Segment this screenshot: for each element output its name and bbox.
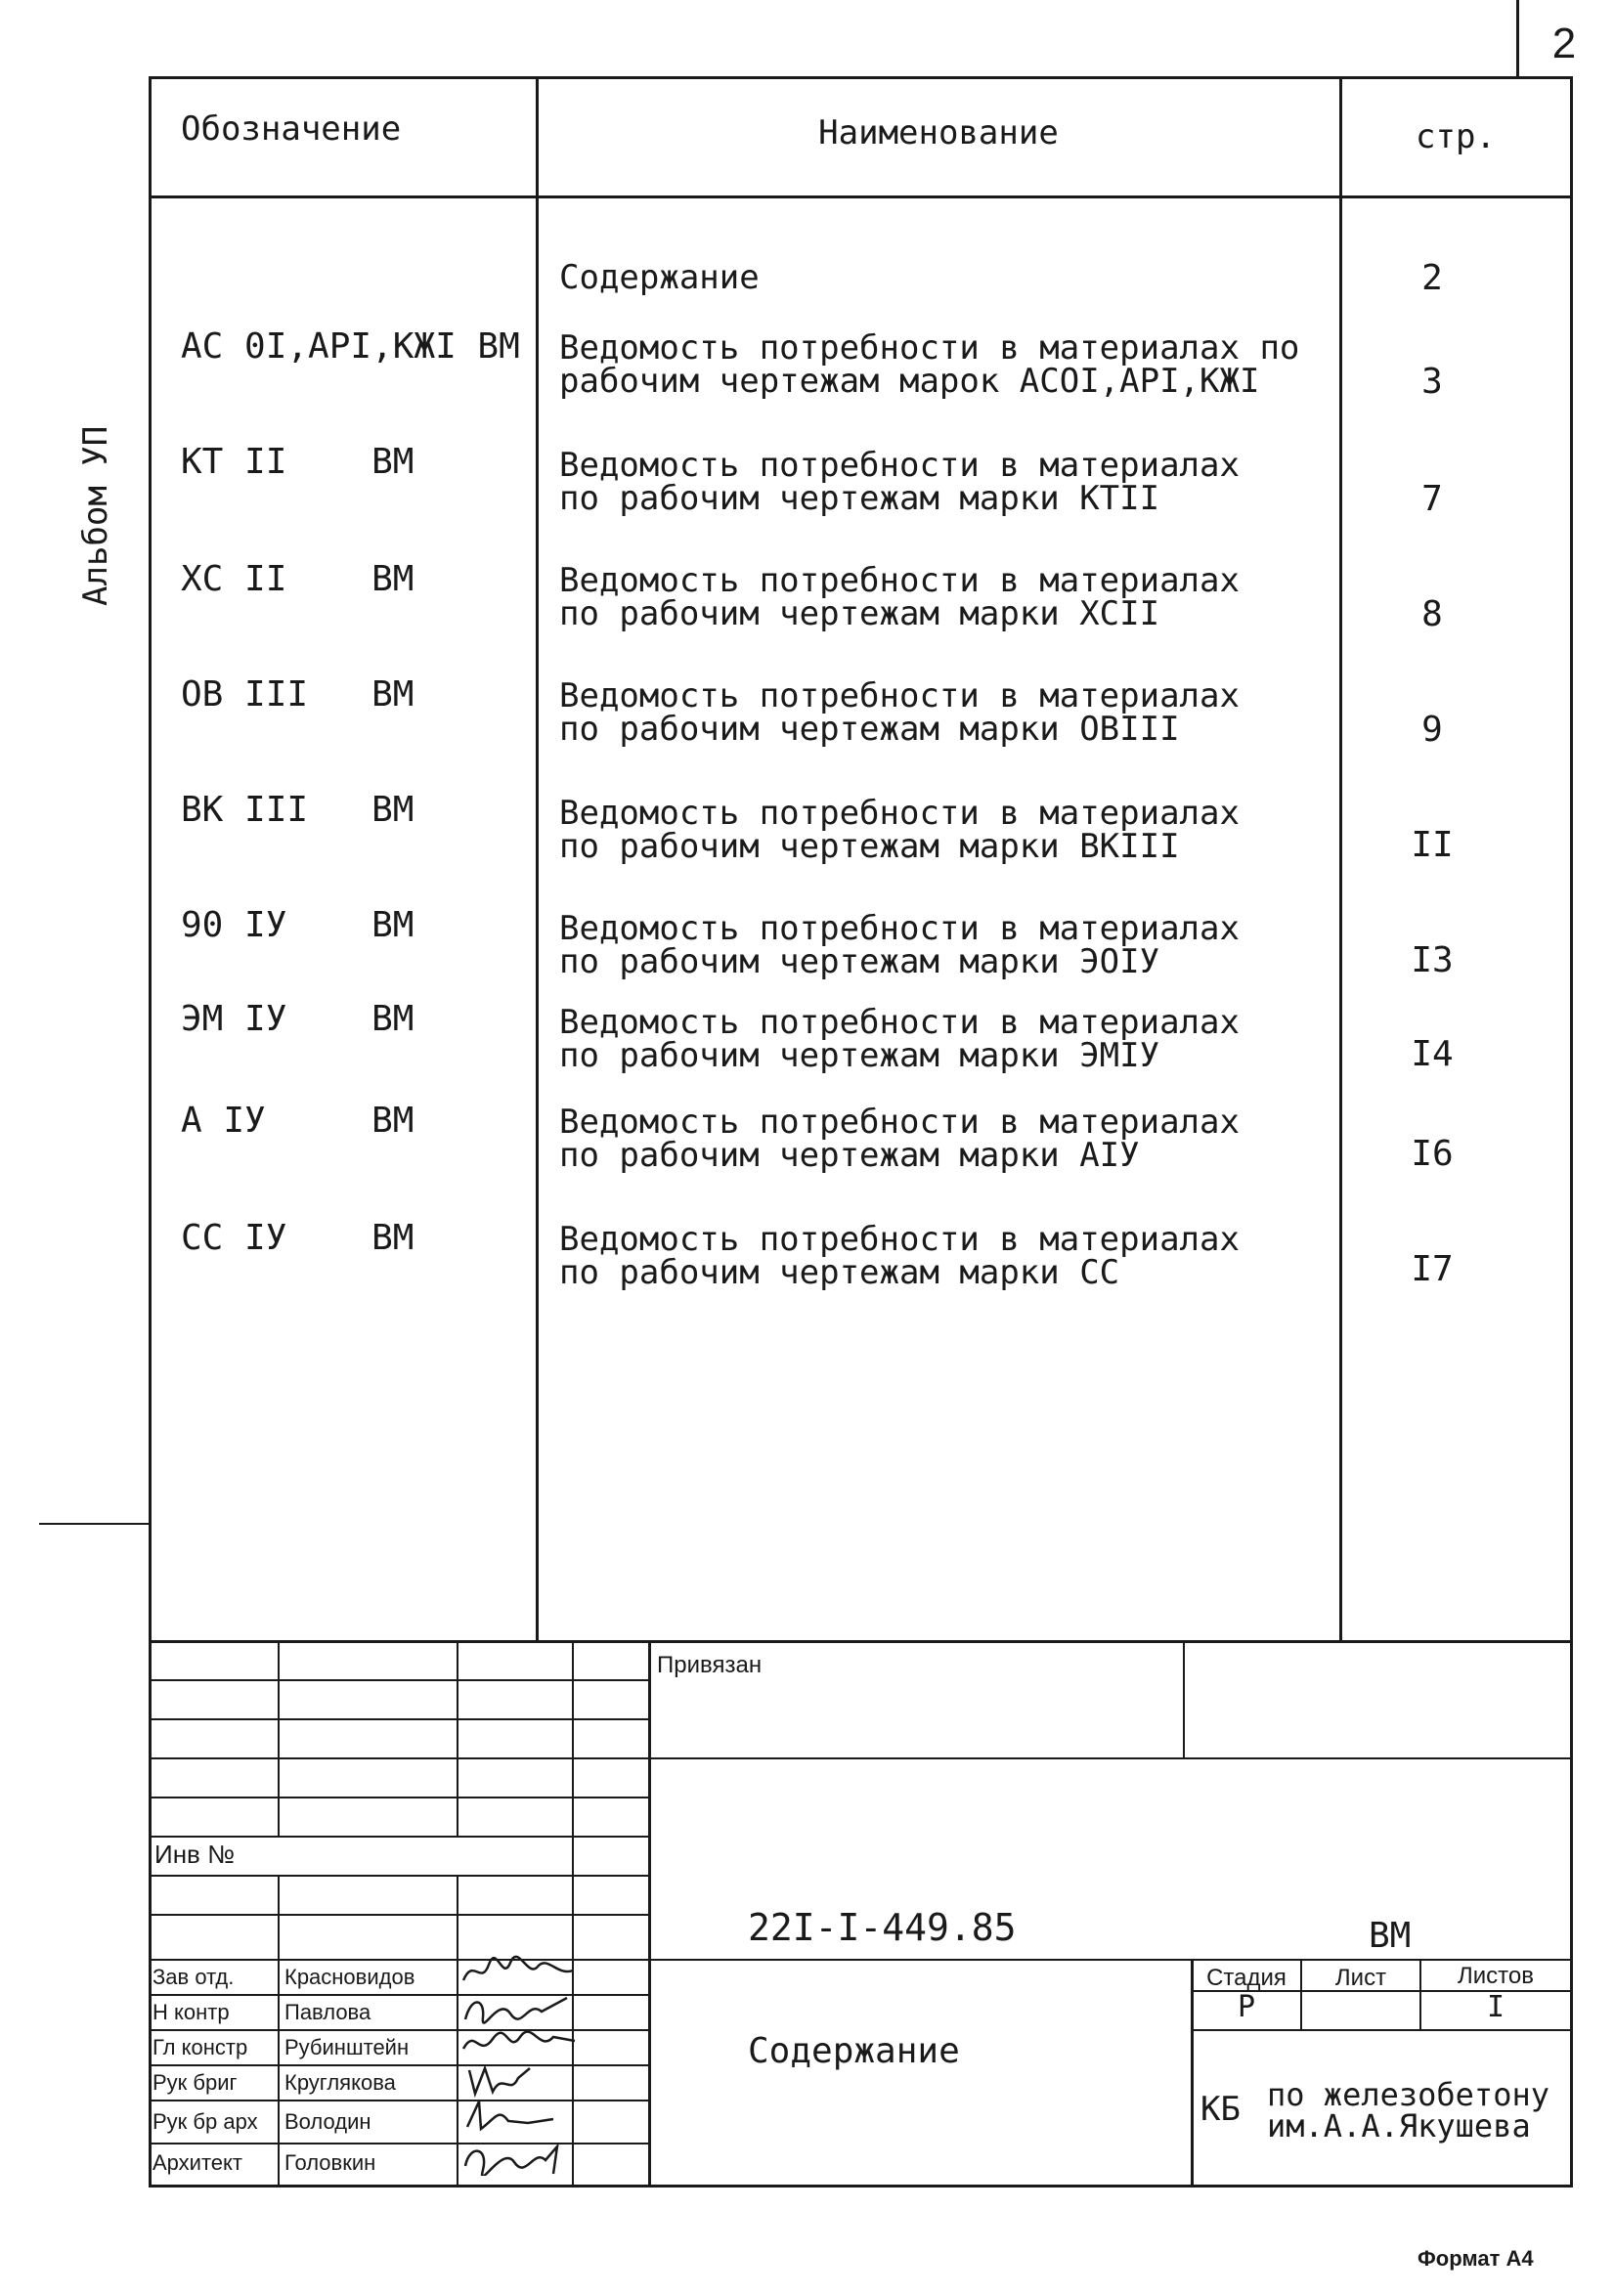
- inv-label: Инв №: [154, 1840, 235, 1869]
- grid-line: [149, 1718, 650, 1720]
- row-page: II: [1411, 825, 1454, 865]
- row-name-line: Содержание: [559, 258, 760, 297]
- row-name-line: Ведомость потребности в материалах: [559, 1003, 1240, 1042]
- grid-vline: [278, 1875, 280, 2188]
- row-page: 2: [1421, 258, 1443, 298]
- grid-vline: [457, 1875, 458, 2188]
- row-name-line: рабочим чертежам марок АСОI,АРI,КЖI: [559, 362, 1260, 401]
- sheet-number: 2: [1551, 20, 1577, 67]
- row-name-line: Ведомость потребности в материалах по: [559, 328, 1300, 368]
- person-role: Рук бриг: [153, 2070, 238, 2095]
- frame-right: [1570, 76, 1573, 2188]
- header-name: Наименование: [818, 113, 1059, 152]
- row-name-line: по рабочим чертежам марки ОВIII: [559, 710, 1180, 749]
- row-name-line: по рабочим чертежам марки ЭОIУ: [559, 942, 1160, 981]
- row-name-line: Ведомость потребности в материалах: [559, 1220, 1240, 1259]
- frame-left: [149, 76, 152, 2188]
- row-name-line: по рабочим чертежам марки КТII: [559, 479, 1160, 518]
- sheet-number-box-left: [1516, 0, 1519, 76]
- row-code: ВК III ВМ: [181, 790, 414, 830]
- grid-line: [149, 1757, 650, 1759]
- grid-line: [149, 1875, 650, 1877]
- column-divider-1: [536, 76, 539, 1640]
- signature-icon: [459, 2098, 577, 2133]
- grid-line: [149, 1836, 650, 1838]
- row-code: ЭМ IУ ВМ: [181, 999, 414, 1039]
- row-code: ХС II ВМ: [181, 559, 414, 599]
- row-name-line: по рабочим чертежам марки СС: [559, 1253, 1120, 1292]
- org-prefix: КБ: [1200, 2090, 1241, 2129]
- person-name: Красновидов: [284, 1965, 415, 1989]
- person-name: Головкин: [284, 2150, 376, 2175]
- sheets-value: I: [1486, 1990, 1505, 2024]
- person-name: Рубинштейн: [284, 2035, 410, 2059]
- column-divider-2: [1339, 76, 1342, 1640]
- row-name-line: по рабочим чертежам марки ВКIII: [559, 827, 1180, 866]
- person-role: Архитект: [153, 2150, 242, 2175]
- row-page: I7: [1411, 1249, 1454, 1289]
- row-name-line: по рабочим чертежам марки АIУ: [559, 1136, 1140, 1175]
- grid-line: [1191, 2029, 1573, 2031]
- title-block-top: [149, 1640, 1573, 1643]
- stage-label: Стадия: [1206, 1965, 1287, 1991]
- frame-bottom: [149, 2185, 1573, 2188]
- org-line-1: по железобетону: [1267, 2076, 1549, 2113]
- row-code: ОВ III ВМ: [181, 674, 414, 715]
- row-page: 7: [1421, 479, 1443, 519]
- format-label: Формат А4: [1418, 2246, 1534, 2271]
- grid-line: [149, 1797, 650, 1798]
- row-code: А IУ ВМ: [181, 1101, 414, 1141]
- row-code: СС IУ ВМ: [181, 1218, 414, 1258]
- signature-icon: [459, 2025, 577, 2060]
- person-role: Гл констр: [153, 2035, 248, 2059]
- grid-vline: [1183, 1640, 1185, 1759]
- header-divider: [149, 195, 1573, 198]
- row-name-line: Ведомость потребности в материалах: [559, 561, 1240, 600]
- stage-value: Р: [1237, 1990, 1256, 2024]
- row-page: 3: [1421, 362, 1443, 402]
- row-code: КТ II ВМ: [181, 442, 414, 482]
- org-line-2: им.А.А.Якушева: [1267, 2107, 1531, 2144]
- row-page: I6: [1411, 1134, 1454, 1174]
- person-role: Рук бр арх: [153, 2109, 258, 2134]
- header-code: Обозначение: [181, 109, 402, 149]
- signature-icon: [459, 1990, 577, 2025]
- signature-icon: [459, 2141, 577, 2176]
- grid-vline: [278, 1640, 280, 1836]
- person-name: Круглякова: [284, 2070, 396, 2095]
- grid-vline: [648, 1640, 651, 2188]
- row-page: 8: [1421, 594, 1443, 634]
- row-page: I4: [1411, 1034, 1454, 1074]
- person-role: Н контр: [153, 2000, 230, 2024]
- row-name-line: по рабочим чертежам марки ХСII: [559, 594, 1160, 633]
- row-name-line: Ведомость потребности в материалах: [559, 909, 1240, 948]
- sheet-label: Лист: [1334, 1965, 1387, 1991]
- grid-line: [648, 1757, 1573, 1759]
- row-page: 9: [1421, 710, 1443, 750]
- margin-stub-line: [39, 1523, 149, 1525]
- row-page: I3: [1411, 940, 1454, 980]
- row-name-line: Ведомость потребности в материалах: [559, 1103, 1240, 1142]
- row-code: 90 IУ ВМ: [181, 905, 414, 945]
- grid-line: [149, 1959, 1573, 1961]
- document-mark: ВМ: [1369, 1916, 1412, 1956]
- signature-icon: [459, 1953, 577, 1988]
- row-name-line: Ведомость потребности в материалах: [559, 676, 1240, 715]
- privyazan-label: Привязан: [657, 1652, 763, 1678]
- person-name: Павлова: [284, 2000, 371, 2024]
- row-name-line: по рабочим чертежам марки ЭМIУ: [559, 1036, 1160, 1075]
- person-role: Зав отд.: [153, 1965, 235, 1989]
- row-name-line: Ведомость потребности в материалах: [559, 446, 1240, 485]
- frame-top: [149, 76, 1573, 79]
- sheets-label: Листов: [1458, 1963, 1534, 1989]
- grid-vline: [457, 1640, 458, 1836]
- row-code: АС 0I,АРI,КЖI ВМ: [181, 326, 520, 367]
- album-label: Альбом УП: [76, 425, 115, 606]
- row-name-line: Ведомость потребности в материалах: [559, 794, 1240, 833]
- signature-icon: [459, 2062, 577, 2098]
- sheet-title: Содержание: [748, 2031, 960, 2071]
- header-page: стр.: [1416, 117, 1496, 156]
- grid-line: [149, 1914, 650, 1916]
- document-code: 22I-I-449.85: [748, 1906, 1017, 1949]
- person-name: Володин: [284, 2109, 371, 2134]
- grid-line: [149, 1679, 650, 1681]
